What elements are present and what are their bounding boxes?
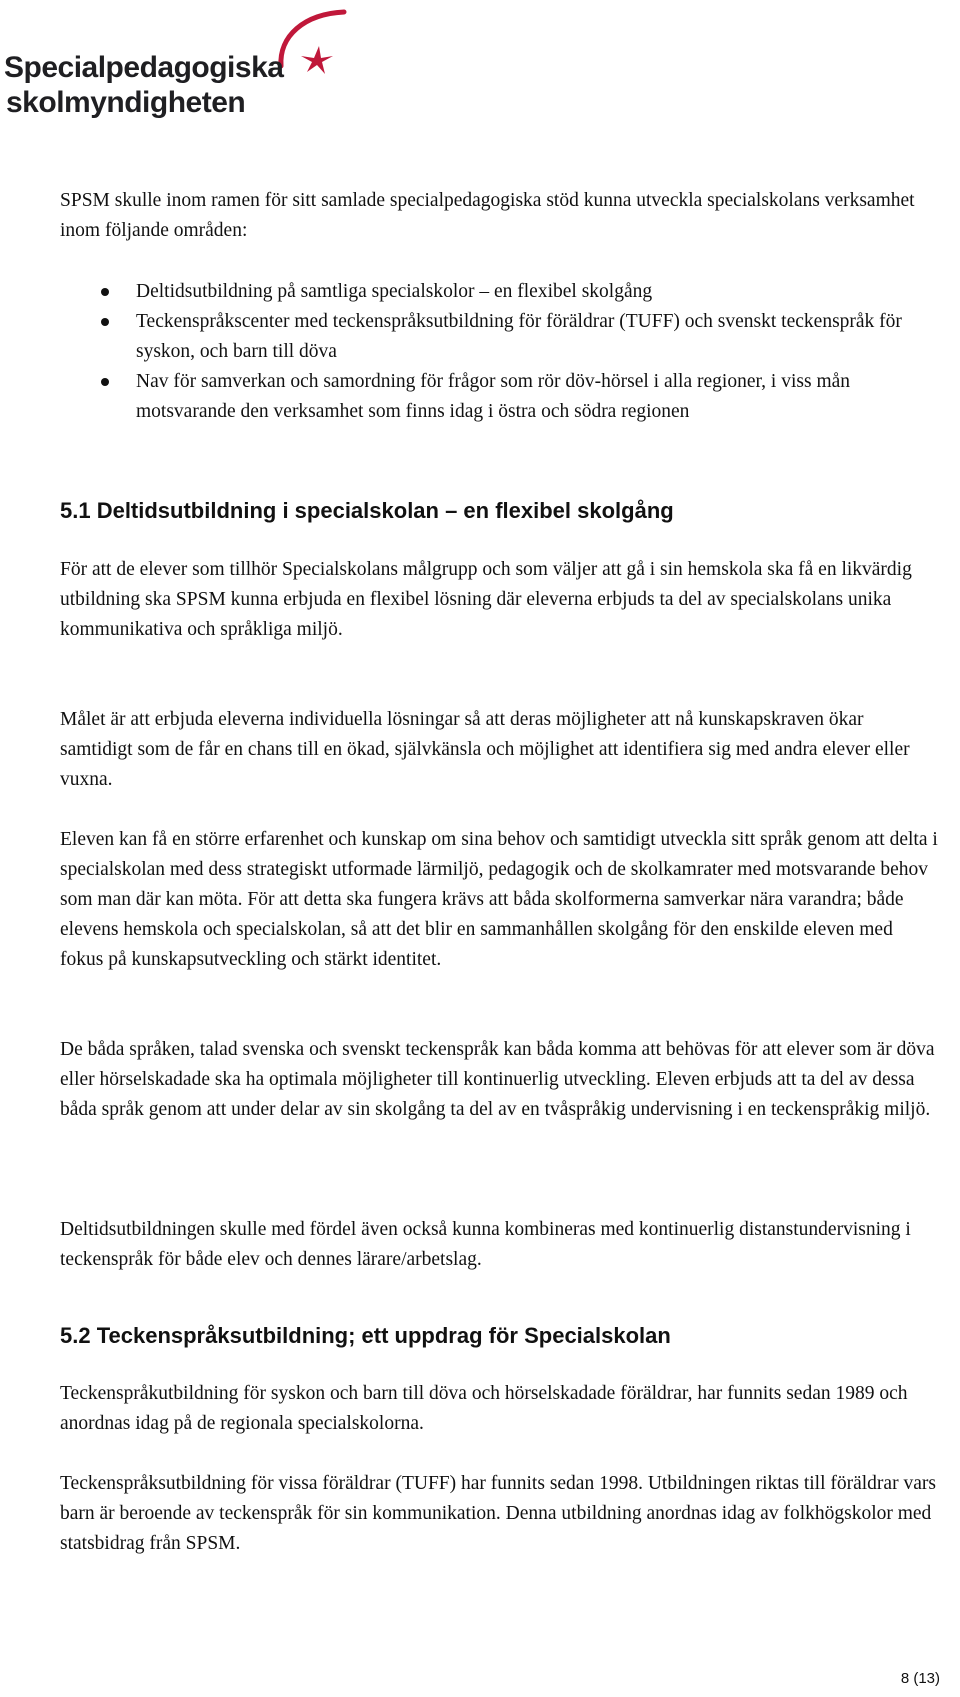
intro-paragraph: SPSM skulle inom ramen för sitt samlade specialpedagogiska stöd kunna utveckla specialskolans verksamhet inom följande områden: (60, 190, 915, 241)
paragraph: Eleven kan få en större erfarenhet och kunskap om sina behov och samtidigt utveckla sitt språk genom att delta i specialskolan med dess strategiskt utformade lärmiljö, pedagogik och de skolkamrater med motsvarande behov som man där kan möta. För att detta ska fungera krävs att båda skolformerna samverkar nära varandra; både elevens hemskola och specialskolan, så att det blir en sammanhållen skolgång för den enskilde eleven med fokus på kunskapsutveckling och stärkt identitet. (60, 829, 938, 970)
paragraph: Målet är att erbjuda eleverna individuella lösningar så att deras möjligheter att nå kunskapskraven ökar samtidigt som de får en chans till en ökad, självkänsla och möjlighet att identifiera sig med andra elever eller vuxna. (60, 709, 910, 790)
logo-line-1: Specialpedagogiska (4, 51, 284, 84)
list-item: Nav för samverkan och samordning för frågor som rör döv-hörsel i alla regioner, i viss mån motsvarande den verksamhet som finns idag i östra och södra regionen (60, 367, 940, 427)
bullet-list (60, 277, 940, 427)
paragraph: Teckenspråksutbildning för vissa föräldrar (TUFF) har funnits sedan 1998. Utbildningen riktas till föräldrar vars barn är beroende av teckenspråk för sin kommunikation. Denna utbildning anordnas idag av folkhögskolor med statsbidrag från SPSM. (60, 1473, 936, 1554)
list-item: Teckenspråkscenter med teckenspråksutbildning för föräldrar (TUFF) och svenskt teckenspråk för syskon, och barn till döva (60, 307, 940, 367)
page-number: 8 (13) (900, 1670, 940, 1687)
paragraph: Deltidsutbildningen skulle med fördel även också kunna kombineras med kontinuerlig distanstundervisning i teckenspråk för både elev och dennes lärare/arbetslag. (60, 1219, 911, 1270)
paragraph: De båda språken, talad svenska och svenskt teckenspråk kan båda komma att behövas för att elever som är döva eller hörselskadade ska ha optimala möjligheter till kontinuerlig utveckling. Eleven erbjuds att ta del av dessa båda språk genom att under delar av sin skolgång ta del av en tvåspråkig undervisning i en teckenspråkig miljö. (60, 1039, 935, 1120)
paragraph: För att de elever som tillhör Specialskolans målgrupp och som väljer att gå i sin hemskola ska få en likvärdig utbildning ska SPSM kunna erbjuda en flexibel lösning där eleverna erbjuds ta del av specialskolans unika kommunikativa och språkliga miljö. (60, 559, 912, 640)
paragraph: Teckenspråkutbildning för syskon och barn till döva och hörselskadade föräldrar, har funnits sedan 1989 och anordnas idag på de regionala specialskolorna. (60, 1383, 908, 1434)
agency-logo (4, 6, 384, 119)
section-heading-5-2: 5.2 Teckenspråksutbildning; ett uppdrag för Specialskolan (60, 1323, 671, 1348)
logo-line-2: skolmyndigheten (6, 86, 246, 119)
list-item: Deltidsutbildning på samtliga specialskolor – en flexibel skolgång (60, 277, 940, 307)
section-heading-5-1: 5.1 Deltidsutbildning i specialskolan – en flexibel skolgång (60, 498, 674, 523)
